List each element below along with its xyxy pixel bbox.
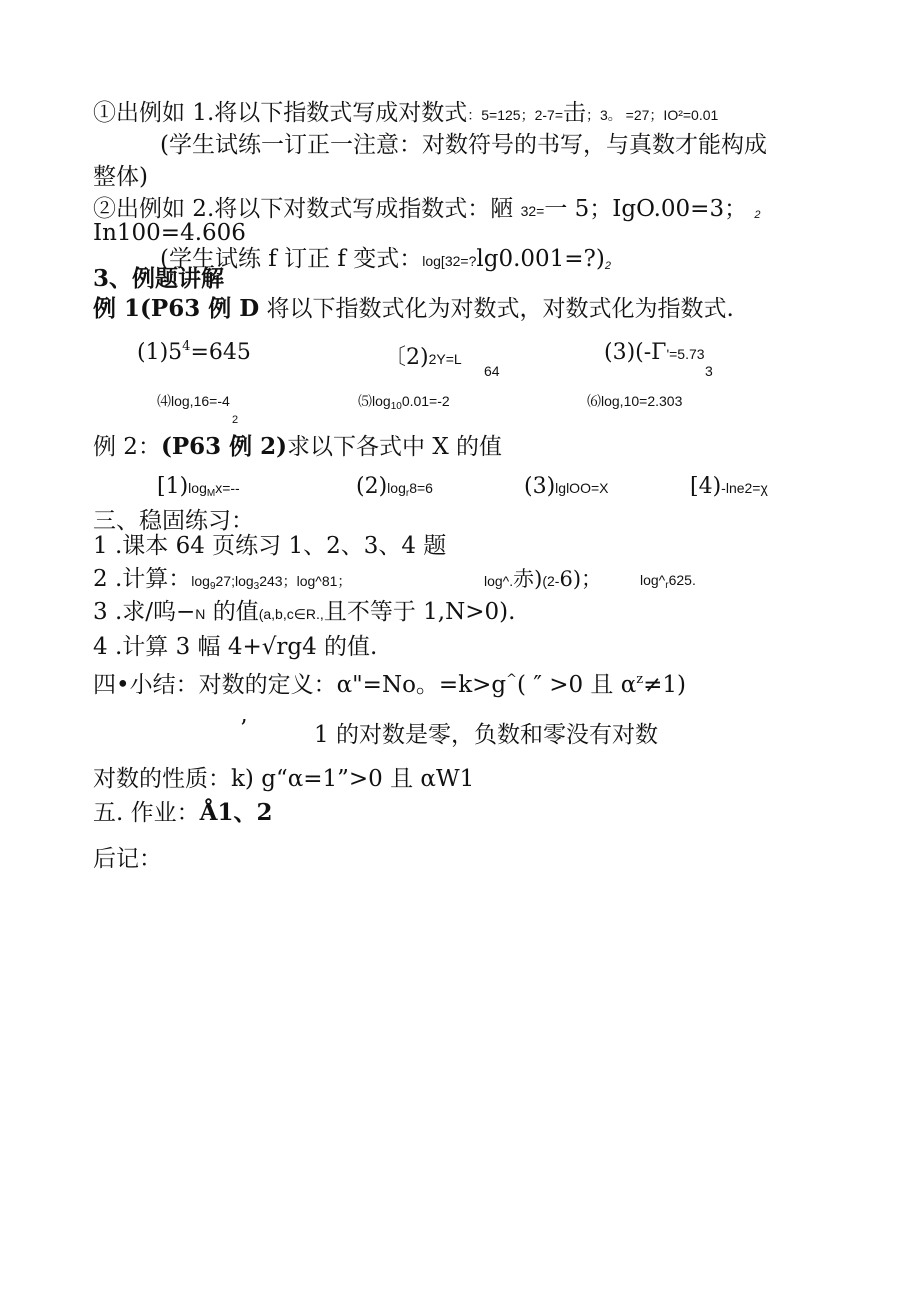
item-formula: -lne2=χ [721, 480, 768, 496]
item-formula: 2Y=L [428, 351, 462, 367]
line-example-1 [93, 98, 718, 130]
formula-text: 625. [668, 572, 696, 588]
line-text: ②出例如 2.将以下对数式写成指数式：陋 [93, 196, 514, 222]
ex1-item-3 [604, 340, 705, 365]
formula-text: 32= [520, 203, 545, 219]
formula-text: 27;log [215, 573, 254, 589]
line-example-1-title [93, 294, 734, 324]
item-text: (3)(-Γ [604, 340, 667, 365]
item-formula: 8=6 [409, 480, 433, 496]
superscript: z [636, 672, 644, 687]
formula-text: log^. [484, 573, 514, 589]
item-formula: 0.01=-2 [401, 393, 450, 409]
formula-char: 击 [563, 100, 586, 126]
example-label: 例 2： [93, 434, 161, 460]
ex2-item-3 [524, 474, 608, 499]
subscript: 3 [253, 581, 260, 592]
item-text: [1) [157, 474, 189, 499]
line-text: 五. 作业： [93, 800, 200, 826]
ex1-item-3-denominator: 3 [705, 363, 713, 379]
section-heading-practice: 三、稳固练习： [93, 508, 254, 534]
line-text: ①出例如 1.将以下指数式写成对数式 [93, 100, 468, 126]
line-whole: 整体) [93, 164, 148, 190]
formula-text: ；3。 =27；IO²=0.01 [586, 107, 719, 123]
item-text: =645 [190, 340, 251, 365]
ex1-item-5 [358, 391, 450, 412]
item-index: ⑸ [358, 393, 372, 409]
subscript: 10 [390, 401, 402, 412]
formula-text: 6)； [559, 567, 603, 591]
item-formula: x=-- [215, 480, 240, 496]
formula-mark: 2 [754, 209, 761, 221]
formula-text: (a,b,c∈R., [258, 606, 324, 622]
line-ln100: In100=4.606 [93, 220, 246, 246]
subscript: 9 [209, 581, 216, 592]
example-ref: (P63 例 2) [160, 433, 288, 460]
formula-text: ：5=125；2-7= [467, 107, 563, 123]
line-practice-note-2 [160, 244, 611, 281]
subscript: r [665, 580, 669, 591]
item-formula: log [372, 393, 391, 409]
subscript: r [405, 488, 410, 499]
practice-item-2-cont [484, 564, 602, 596]
homework [93, 798, 272, 828]
line-text: 3 .求/呜− [93, 599, 196, 625]
line-text: 求以下各式中 X 的值 [287, 434, 503, 460]
formula-text: lg0.001=?) [476, 246, 605, 272]
practice-item-4: 4 .计算 3 幅 4+√rg4 的值. [93, 634, 378, 660]
formula-mark: 2 [604, 260, 611, 272]
ex2-item-1 [157, 474, 240, 499]
item-formula: '=5.73 [666, 346, 705, 362]
item-formula: lglOO=X [555, 480, 609, 496]
formula-text: N [195, 606, 206, 622]
item-formula: log,10=2.303 [601, 393, 683, 409]
item-index: ⑷ [157, 393, 171, 409]
ex1-item-6 [587, 391, 682, 411]
line-text: ( ″ >0 且 α [517, 672, 637, 698]
postscript: 后记： [93, 846, 162, 872]
ex1-item-4 [157, 391, 230, 411]
example-label: 例 1(P63 例 D [93, 295, 260, 322]
ex1-item-2 [384, 340, 462, 371]
formula-text: (2- [542, 573, 560, 589]
formula-text: 赤) [513, 567, 543, 591]
item-formula: log [188, 480, 207, 496]
practice-item-3 [93, 597, 515, 629]
item-formula: log,16=-4 [171, 393, 230, 409]
item-formula: log [387, 480, 406, 496]
line-practice-note-1: (学生试练一订正一注意：对数符号的书写，与真数才能构成 [160, 132, 767, 158]
item-index: ⑹ [587, 393, 601, 409]
ex2-item-4 [690, 474, 768, 499]
line-text: 四•小结：对数的定义：α"=No。=k>g [93, 672, 507, 698]
formula-text: log^ [640, 572, 666, 588]
item-text: (3) [524, 474, 556, 499]
subscript: M [206, 488, 216, 499]
line-text: 的值 [205, 599, 259, 625]
homework-items: Å1、2 [199, 799, 273, 826]
ex2-item-2 [356, 474, 433, 499]
summary-zero-log: 1 的对数是零，负数和零没有对数 [314, 722, 658, 748]
formula-text: log[32=? [422, 253, 477, 269]
item-text: (1)5 [137, 340, 183, 365]
ex1-item-4-mark: 2 [232, 414, 239, 426]
section-heading-examples: 3、例题讲解 [93, 265, 225, 292]
summary-properties: 对数的性质：k) g“α=1”>0 且 αW1 [93, 766, 475, 792]
ex1-item-1 [137, 340, 251, 365]
item-text: 〔2) [384, 345, 429, 370]
line-text: 且不等于 1,N>0). [323, 599, 516, 625]
summary-mark: ’ [240, 716, 248, 742]
summary-definition [93, 670, 686, 700]
practice-item-1: 1 .课本 64 页练习 1、2、3、4 题 [93, 533, 447, 559]
item-text: [4) [690, 474, 722, 499]
line-text: ≠1) [643, 672, 687, 698]
item-text: (2) [356, 474, 388, 499]
line-example-2-title [93, 432, 502, 462]
formula-text: 243；log^81； [259, 573, 352, 589]
line-text: (学生试练 f 订正 f 变式： [160, 246, 423, 272]
superscript: ^ [506, 672, 518, 687]
practice-item-2-end [640, 572, 696, 591]
line-text: 将以下指数式化为对数式，对数式化为指数式. [266, 296, 734, 322]
superscript: 4 [182, 339, 191, 354]
line-text: 2 .计算： [93, 566, 192, 592]
formula-text: log [191, 573, 210, 589]
formula-text: 一 5；IgO.00=3； [544, 196, 748, 222]
ex1-item-2-denominator: 64 [484, 363, 500, 379]
